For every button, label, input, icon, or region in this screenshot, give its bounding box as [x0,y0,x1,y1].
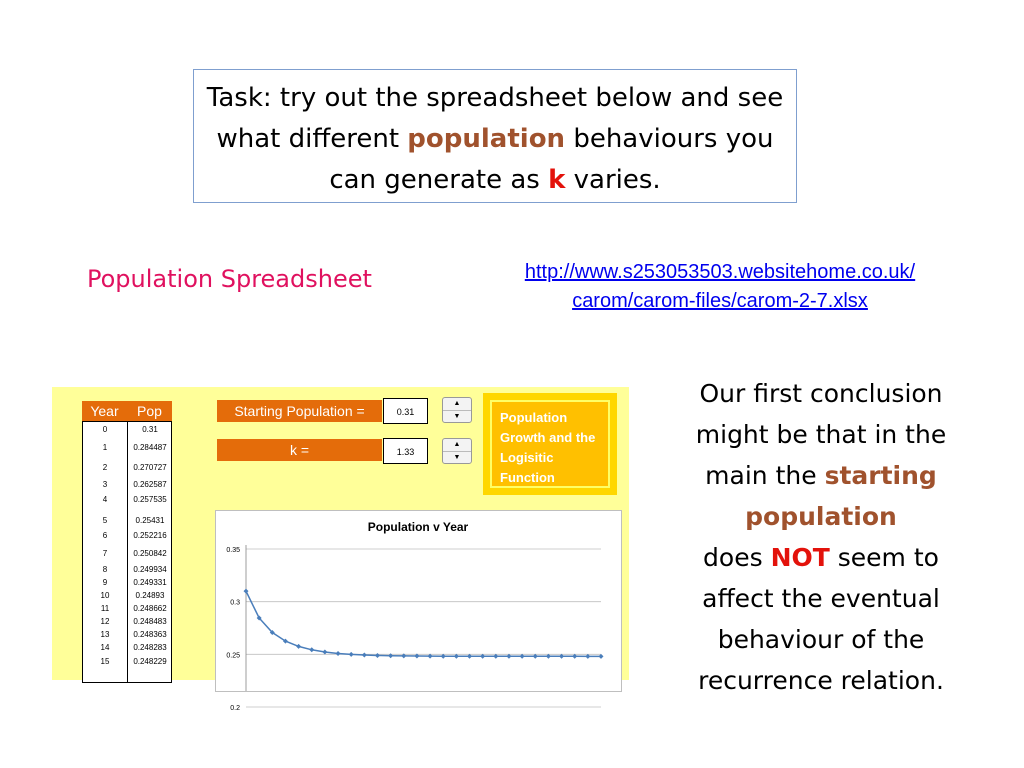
table-row [83,642,173,653]
table-row [83,462,173,473]
k-spinner[interactable] [442,438,472,464]
spreadsheet-screenshot [52,387,629,712]
pop-cell: 0.249331 [133,578,167,587]
pop-cell: 0.252216 [133,531,167,540]
pop-cell: 0.270727 [133,463,167,472]
data-point [336,651,341,656]
title-banner-text: Population Growth and the Logisitic Function [490,400,610,488]
table-row [83,577,173,588]
spreadsheet-title: Population Spreadsheet [87,265,372,293]
population-chart [215,510,622,712]
table-row [83,494,173,505]
column-header-year: Year [90,403,119,419]
y-tick-label: 0.35 [226,547,240,554]
conclusion-text-3: seem to affect the eventual behaviour of the recurrence relation. [698,543,944,695]
link-line-2[interactable]: carom/carom-files/carom-2-7.xlsx [572,290,868,312]
y-tick-label: 0.2 [230,705,240,712]
pop-cell: 0.24893 [135,591,165,600]
year-cell: 5 [102,516,108,525]
pop-cell: 0.248283 [133,643,167,652]
spin-up-icon[interactable]: ▲ [443,439,471,452]
data-point [322,649,327,654]
pop-cell: 0.284487 [133,443,167,452]
table-row [83,479,173,490]
pop-cell: 0.248363 [133,630,167,639]
year-cell: 7 [102,549,108,558]
chart-title: Population v Year [367,520,469,534]
year-cell: 3 [102,480,108,489]
spin-up-icon[interactable]: ▲ [443,398,471,411]
table-row [83,590,173,601]
task-text-3: varies. [565,165,661,195]
table-row [83,656,173,667]
column-header-pop: Pop [137,403,162,419]
title-banner [483,393,617,495]
k-label: k = [217,439,382,461]
year-cell: 6 [102,531,108,540]
year-cell: 4 [102,495,108,504]
conclusion-text-1: Our first conclusion might be that in the main the [695,379,947,490]
pop-cell: 0.31 [142,425,158,434]
year-cell: 12 [100,617,110,626]
year-cell: 8 [102,565,108,574]
task-text-2: behaviours you can generate as [329,124,774,195]
year-cell: 14 [100,643,110,652]
spin-down-icon[interactable]: ▼ [453,413,461,420]
table-row [83,603,173,614]
year-cell: 0 [102,425,108,434]
table-header [82,401,172,421]
table-row [83,548,173,559]
starting-population-spinner[interactable] [442,397,472,423]
starting-population-field[interactable]: 0.31 [383,398,428,424]
pop-cell: 0.257535 [133,495,167,504]
spin-down-icon[interactable]: ▼ [453,454,461,461]
task-highlight-k: k [548,165,566,195]
data-point [309,647,314,652]
data-point [244,589,249,594]
pop-cell: 0.249934 [133,565,167,574]
data-point [362,653,367,658]
year-cell: 1 [102,443,108,452]
data-point [349,652,354,657]
data-point [296,644,301,649]
table-row [83,629,173,640]
data-table [82,421,172,683]
conclusion-highlight-starting-population: starting population [745,461,937,531]
table-row [83,442,173,453]
conclusion-text-2: does [703,543,771,572]
link-line-1[interactable]: http://www.s253053503.websitehome.co.uk/ [524,261,916,283]
k-field[interactable]: 1.33 [383,438,428,464]
data-point [375,653,380,658]
pop-cell: 0.25431 [135,516,165,525]
conclusion-highlight-not: NOT [770,543,830,572]
year-cell: 2 [102,463,108,472]
year-cell: 9 [102,578,108,587]
pop-cell: 0.248229 [133,657,167,666]
pop-cell: 0.248662 [133,604,167,613]
y-tick-label: 0.25 [226,652,240,660]
task-highlight-population: population [407,124,566,154]
pop-cell: 0.248483 [133,617,167,626]
table-row [83,616,173,627]
pop-cell: 0.250842 [133,549,167,558]
conclusion-text [668,373,974,701]
task-text-1: Task: try out the spreadsheet below and see what different [206,83,784,154]
chart-svg [216,511,621,712]
year-cell: 15 [100,657,110,666]
task-box [193,69,797,203]
year-cell: 10 [100,591,110,600]
table-row [83,424,173,435]
spreadsheet-link[interactable] [470,258,970,316]
table-row [83,564,173,575]
pop-cell: 0.262587 [133,480,167,489]
y-tick-label: 0.3 [230,599,240,607]
starting-population-label: Starting Population = [217,400,382,422]
table-row [83,515,173,526]
year-cell: 13 [100,630,110,639]
table-row [83,530,173,541]
year-cell: 11 [100,604,110,613]
